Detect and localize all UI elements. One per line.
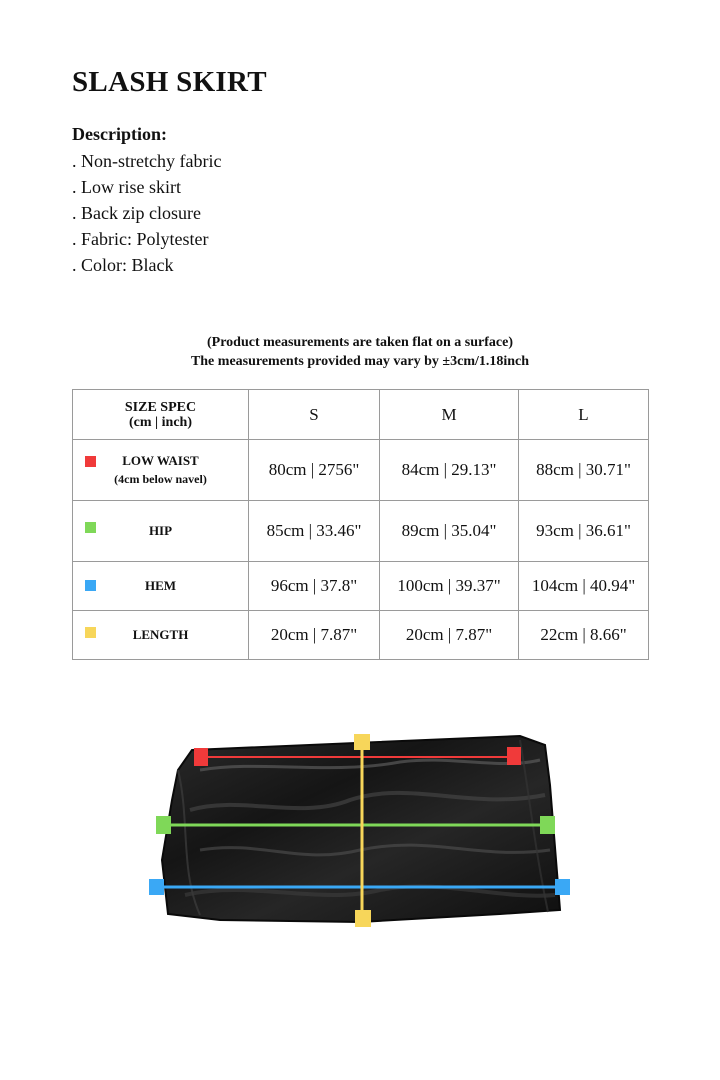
hem-marker-left bbox=[149, 879, 164, 895]
table-cell: 93cm | 36.61" bbox=[519, 501, 649, 562]
table-cell: 84cm | 29.13" bbox=[380, 440, 519, 501]
low-waist-sublabel: (4cm below navel) bbox=[114, 472, 207, 486]
length-marker-bottom bbox=[355, 910, 371, 927]
table-cell: 88cm | 30.71" bbox=[519, 440, 649, 501]
table-cell: 22cm | 8.66" bbox=[519, 611, 649, 660]
size-spec-table bbox=[72, 389, 649, 660]
description-item: . Low rise skirt bbox=[72, 177, 181, 197]
hem-label: HEM bbox=[144, 578, 177, 593]
size-header-s: S bbox=[249, 390, 380, 440]
low-waist-marker-left bbox=[194, 748, 208, 766]
description-item: . Color: Black bbox=[72, 255, 174, 275]
green-square-icon bbox=[85, 522, 96, 533]
description-item: . Fabric: Polytester bbox=[72, 229, 209, 249]
row-label-hem bbox=[73, 562, 249, 611]
product-title: SLASH SKIRT bbox=[72, 66, 267, 98]
row-label-hip bbox=[73, 501, 249, 562]
description-heading: Description: bbox=[72, 124, 167, 144]
blue-square-icon bbox=[85, 580, 96, 591]
description-item: . Non-stretchy fabric bbox=[72, 151, 222, 171]
length-label: LENGTH bbox=[132, 627, 189, 642]
table-row bbox=[73, 562, 649, 611]
table-cell: 80cm | 2756" bbox=[249, 440, 380, 501]
skirt-measurement-diagram bbox=[0, 700, 720, 960]
hem-marker-right bbox=[555, 879, 570, 895]
table-cell: 100cm | 39.37" bbox=[380, 562, 519, 611]
yellow-square-icon bbox=[85, 627, 96, 638]
table-cell: 85cm | 33.46" bbox=[249, 501, 380, 562]
description-list bbox=[72, 148, 221, 278]
hip-label: HIP bbox=[148, 523, 173, 538]
hip-marker-right bbox=[540, 816, 555, 834]
red-square-icon bbox=[85, 456, 96, 467]
table-cell: 20cm | 7.87" bbox=[380, 611, 519, 660]
size-header-m: M bbox=[380, 390, 519, 440]
table-row bbox=[73, 440, 649, 501]
table-row bbox=[73, 501, 649, 562]
description-item: . Back zip closure bbox=[72, 203, 201, 223]
hip-marker-left bbox=[156, 816, 171, 834]
size-spec-units: (cm | inch) bbox=[129, 414, 192, 430]
length-marker-top bbox=[354, 734, 370, 750]
table-cell: 20cm | 7.87" bbox=[249, 611, 380, 660]
size-spec-label bbox=[73, 390, 249, 440]
table-row bbox=[73, 611, 649, 660]
size-spec-title: SIZE SPEC bbox=[124, 399, 197, 415]
low-waist-label: LOW WAIST bbox=[122, 453, 199, 468]
measurement-note-line-1: (Product measurements are taken flat on a surface) bbox=[206, 335, 513, 350]
row-label-low-waist bbox=[73, 440, 249, 501]
low-waist-marker-right bbox=[507, 747, 521, 765]
measurement-note bbox=[0, 333, 720, 371]
table-cell: 104cm | 40.94" bbox=[519, 562, 649, 611]
table-cell: 89cm | 35.04" bbox=[380, 501, 519, 562]
row-label-length bbox=[73, 611, 249, 660]
measurement-note-line-2: The measurements provided may vary by ±3cm/1.18inch bbox=[190, 354, 530, 369]
size-header-l: L bbox=[519, 390, 649, 440]
table-cell: 96cm | 37.8" bbox=[249, 562, 380, 611]
table-header-row bbox=[73, 390, 649, 440]
